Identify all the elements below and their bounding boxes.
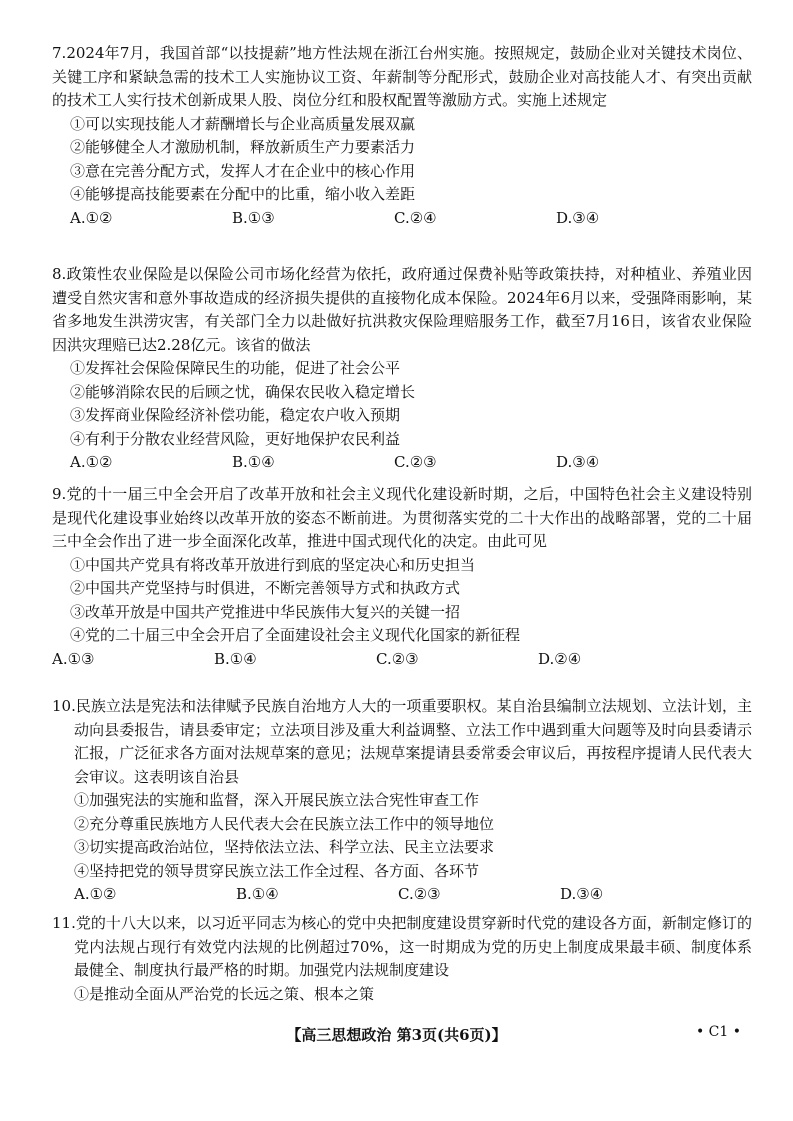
option-b: B.①④ [232, 453, 275, 471]
footer-code: • C1 • [695, 1024, 741, 1040]
statement: ①加强宪法的实施和监督，深入开展民族立法合宪性审查工作 [74, 791, 480, 809]
question-stem [52, 695, 752, 789]
question-text: 民族立法是宪法和法律赋予民族自治地方人大的一项重要职权。某自治县编制立法规划、立法计划，主动向县委报告，请县委审定；立法项目涉及重大利益调整、立法工作中遇到重大问题等及时向县委请示汇报，广泛征求各方面对法规草案的意见；法规草案提请县委常委会审议后，再按程序提请人民代表大会审议。这表明该自治县 [74, 697, 752, 786]
question-stem [52, 912, 752, 983]
statement: ④党的二十届三中全会开启了全面建设社会主义现代化国家的新征程 [70, 626, 521, 644]
statement: ①是推动全面从严治党的长远之策、根本之策 [74, 984, 375, 1003]
statement: ④坚持把党的领导贯穿民族立法工作全过程、各方面、各环节 [74, 861, 480, 880]
option-a: A.①② [74, 885, 117, 903]
statement: ③意在完善分配方式，发挥人才在企业中的核心作用 [70, 161, 416, 180]
question-8 [52, 263, 752, 475]
question-number: 10. [52, 697, 76, 715]
option-a: A.①② [70, 453, 113, 471]
statement: ②能够健全人才激励机制，释放新质生产力要素活力 [70, 138, 416, 156]
statement: ①发挥社会保险保障民生的功能，促进了社会公平 [70, 359, 401, 377]
question-stem [52, 263, 752, 357]
answer-options [52, 451, 752, 475]
question-number: 7. [52, 44, 67, 62]
option-b: B.①④ [214, 649, 257, 668]
question-stem [52, 42, 752, 113]
question-text: 2024年7月，我国首部“以技提薪”地方性法规在浙江台州实施。按照规定，鼓励企业对关键技术岗位、关键工序和紧缺急需的技术工人实施协议工资、年薪制等分配形式，鼓励企业对高技能人才、有突出贡献的技术工人实行技术创新成果人股、岗位分红和股权配置等激励方式。实施上述规定 [52, 44, 752, 109]
option-b: B.①③ [232, 208, 275, 227]
question-number: 9. [52, 485, 67, 503]
question-text: 政策性农业保险是以保险公司市场化经营为依托，政府通过保费补贴等政策扶持，对种植业、养殖业因遭受自然灾害和意外事故造成的经济损失提供的直接物化成本保险。2024年6月以来，受强降雨影响，某省多地发生洪涝灾害，有关部门全力以赴做好抗洪救灾保险理赔服务工作，截至7月16日，该省农业保险因洪灾理赔已达2.28亿元。该省的做法 [52, 265, 752, 354]
statement: ②充分尊重民族地方人民代表大会在民族立法工作中的领导地位 [74, 814, 495, 833]
answer-options [52, 883, 752, 907]
question-9 [52, 483, 752, 671]
statement: ③切实提高政治站位，坚持依法立法、科学立法、民主立法要求 [74, 838, 495, 856]
page-footer [0, 1024, 793, 1048]
question-10 [52, 695, 752, 907]
footer-page-info: 【高三思想政治 第3页(共6页)】 [286, 1026, 507, 1044]
question-stem [52, 483, 752, 554]
statement: ④能够提高技能要素在分配中的比重，缩小收入差距 [70, 185, 416, 203]
option-c: C.②③ [394, 453, 437, 471]
question-11 [52, 912, 752, 1006]
question-text: 党的十八大以来，以习近平同志为核心的党中央把制度建设贯穿新时代党的建设各方面，新制定修订的党内法规占现行有效党内法规的比例超过70%，这一时期成为党的历史上制度成果最丰硕、制度体系最健全、制度执行最严格的时期。加强党内法规制度建设 [74, 914, 752, 979]
question-number: 11. [52, 914, 76, 932]
option-d: D.③④ [556, 453, 600, 471]
answer-options [52, 648, 752, 672]
option-a: A.①② [70, 208, 113, 227]
question-number: 8. [52, 265, 67, 283]
option-c: C.②④ [394, 208, 437, 227]
question-text: 党的十一届三中全会开启了改革开放和社会主义现代化建设新时期，之后，中国特色社会主义建设特别是现代化建设事业始终以改革开放的姿态不断前进。为贯彻落实党的二十大作出的战略部署，党的二十届三中全会作出了进一步全面深化改革，推进中国式现代化的决定。由此可见 [52, 485, 752, 550]
statement: ②能够消除农民的后顾之忧，确保农民收入稳定增长 [70, 382, 416, 401]
option-c: C.②③ [376, 649, 419, 668]
statement: ②中国共产党坚持与时俱进，不断完善领导方式和执政方式 [70, 579, 461, 597]
statement: ①中国共产党具有将改革开放进行到底的坚定决心和历史担当 [70, 555, 476, 574]
option-c: C.②③ [398, 885, 441, 903]
option-a: A.①③ [52, 649, 95, 668]
question-7 [52, 42, 752, 230]
option-d: D.③④ [560, 885, 604, 903]
statement: ④有利于分散农业经营风险，更好地保护农民利益 [70, 429, 401, 448]
statement: ①可以实现技能人才薪酬增长与企业高质量发展双赢 [70, 114, 416, 133]
answer-options [52, 207, 752, 231]
statement: ③改革开放是中国共产党推进中华民族伟大复兴的关键一招 [70, 602, 461, 621]
option-d: D.②④ [538, 649, 582, 668]
option-d: D.③④ [556, 208, 600, 227]
option-b: B.①④ [236, 885, 279, 903]
statement: ③发挥商业保险经济补偿功能，稳定农户收入预期 [70, 406, 401, 424]
